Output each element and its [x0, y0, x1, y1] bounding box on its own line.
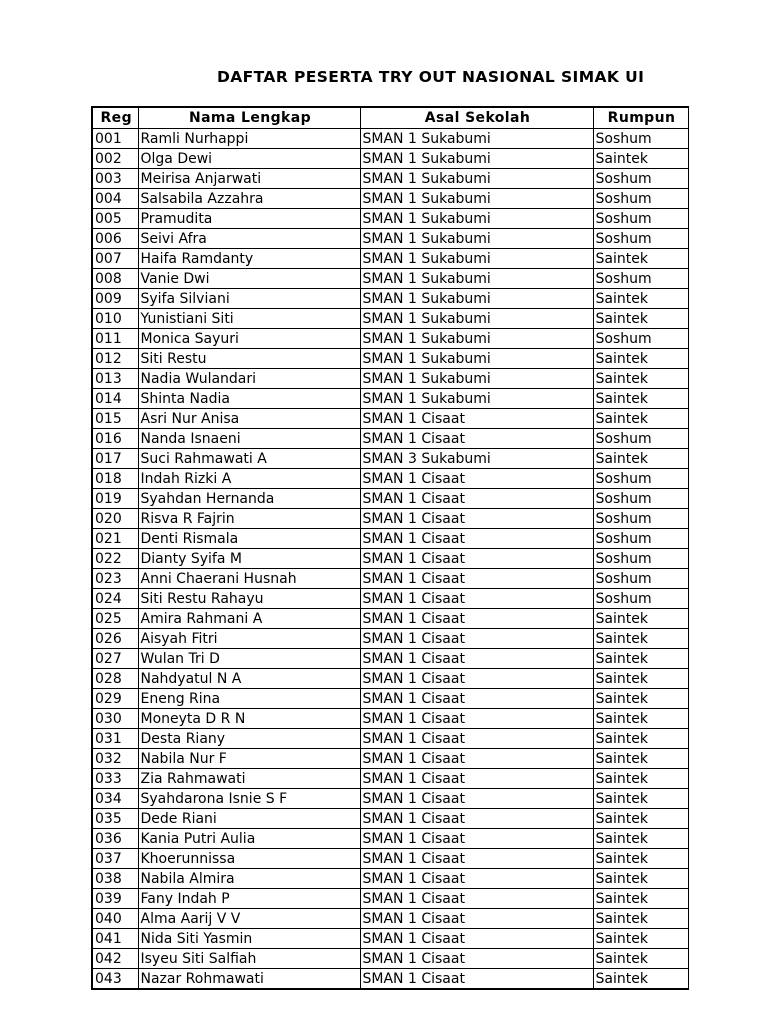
cell-asal-sekolah: SMAN 1 Sukabumi — [360, 229, 593, 249]
table-row — [92, 609, 688, 629]
table-row — [92, 469, 688, 489]
cell-nama: Aisyah Fitri — [138, 629, 360, 649]
cell-nama: Isyeu Siti Salfiah — [138, 949, 360, 969]
cell-reg: 028 — [92, 669, 138, 689]
cell-nama: Nanda Isnaeni — [138, 429, 360, 449]
cell-rumpun: Soshum — [593, 169, 688, 189]
table-row — [92, 649, 688, 669]
cell-rumpun: Soshum — [593, 329, 688, 349]
table-row — [92, 509, 688, 529]
cell-rumpun: Saintek — [593, 149, 688, 169]
table-row — [92, 429, 688, 449]
cell-asal-sekolah: SMAN 1 Cisaat — [360, 529, 593, 549]
cell-rumpun: Saintek — [593, 849, 688, 869]
table-row — [92, 569, 688, 589]
cell-asal-sekolah: SMAN 1 Cisaat — [360, 429, 593, 449]
cell-nama: Pramudita — [138, 209, 360, 229]
table-row — [92, 489, 688, 509]
cell-rumpun: Saintek — [593, 669, 688, 689]
cell-asal-sekolah: SMAN 1 Sukabumi — [360, 189, 593, 209]
cell-nama: Nazar Rohmawati — [138, 969, 360, 990]
cell-asal-sekolah: SMAN 1 Cisaat — [360, 729, 593, 749]
cell-nama: Vanie Dwi — [138, 269, 360, 289]
cell-asal-sekolah: SMAN 1 Sukabumi — [360, 349, 593, 369]
table-row — [92, 229, 688, 249]
table-row — [92, 669, 688, 689]
table-row — [92, 749, 688, 769]
table-row — [92, 529, 688, 549]
cell-reg: 030 — [92, 709, 138, 729]
cell-asal-sekolah: SMAN 1 Cisaat — [360, 689, 593, 709]
table-row — [92, 189, 688, 209]
table-row — [92, 209, 688, 229]
table-row — [92, 969, 688, 990]
header-nama-lengkap: Nama Lengkap — [138, 107, 360, 129]
table-row — [92, 929, 688, 949]
table-body — [92, 129, 688, 990]
cell-reg: 008 — [92, 269, 138, 289]
cell-rumpun: Saintek — [593, 709, 688, 729]
cell-reg: 016 — [92, 429, 138, 449]
cell-nama: Nadia Wulandari — [138, 369, 360, 389]
cell-reg: 011 — [92, 329, 138, 349]
cell-asal-sekolah: SMAN 1 Cisaat — [360, 969, 593, 990]
cell-rumpun: Soshum — [593, 469, 688, 489]
cell-rumpun: Soshum — [593, 589, 688, 609]
cell-rumpun: Soshum — [593, 429, 688, 449]
cell-reg: 038 — [92, 869, 138, 889]
table-row — [92, 809, 688, 829]
table-row — [92, 849, 688, 869]
cell-asal-sekolah: SMAN 1 Sukabumi — [360, 309, 593, 329]
table-row — [92, 289, 688, 309]
cell-nama: Zia Rahmawati — [138, 769, 360, 789]
table-row — [92, 789, 688, 809]
table-row — [92, 249, 688, 269]
cell-nama: Dianty Syifa M — [138, 549, 360, 569]
cell-asal-sekolah: SMAN 1 Cisaat — [360, 629, 593, 649]
cell-rumpun: Saintek — [593, 829, 688, 849]
cell-asal-sekolah: SMAN 1 Cisaat — [360, 789, 593, 809]
cell-rumpun: Soshum — [593, 529, 688, 549]
cell-nama: Siti Restu Rahayu — [138, 589, 360, 609]
header-rumpun: Rumpun — [593, 107, 688, 129]
cell-reg: 033 — [92, 769, 138, 789]
cell-reg: 012 — [92, 349, 138, 369]
cell-rumpun: Soshum — [593, 549, 688, 569]
cell-rumpun: Saintek — [593, 629, 688, 649]
cell-nama: Desta Riany — [138, 729, 360, 749]
cell-asal-sekolah: SMAN 1 Cisaat — [360, 809, 593, 829]
cell-nama: Dede Riani — [138, 809, 360, 829]
cell-asal-sekolah: SMAN 1 Cisaat — [360, 589, 593, 609]
cell-rumpun: Saintek — [593, 889, 688, 909]
cell-reg: 029 — [92, 689, 138, 709]
cell-reg: 007 — [92, 249, 138, 269]
cell-rumpun: Saintek — [593, 369, 688, 389]
cell-nama: Anni Chaerani Husnah — [138, 569, 360, 589]
cell-asal-sekolah: SMAN 1 Cisaat — [360, 649, 593, 669]
cell-rumpun: Saintek — [593, 389, 688, 409]
cell-rumpun: Soshum — [593, 509, 688, 529]
cell-asal-sekolah: SMAN 1 Sukabumi — [360, 209, 593, 229]
cell-rumpun: Soshum — [593, 129, 688, 149]
cell-reg: 004 — [92, 189, 138, 209]
cell-reg: 034 — [92, 789, 138, 809]
cell-asal-sekolah: SMAN 1 Sukabumi — [360, 249, 593, 269]
cell-nama: Shinta Nadia — [138, 389, 360, 409]
cell-reg: 040 — [92, 909, 138, 929]
table-row — [92, 309, 688, 329]
cell-asal-sekolah: SMAN 1 Cisaat — [360, 669, 593, 689]
cell-reg: 013 — [92, 369, 138, 389]
cell-reg: 001 — [92, 129, 138, 149]
table-row — [92, 269, 688, 289]
table-row — [92, 129, 688, 149]
cell-rumpun: Saintek — [593, 609, 688, 629]
cell-asal-sekolah: SMAN 1 Cisaat — [360, 889, 593, 909]
cell-reg: 037 — [92, 849, 138, 869]
cell-asal-sekolah: SMAN 1 Cisaat — [360, 929, 593, 949]
cell-rumpun: Saintek — [593, 649, 688, 669]
table-row — [92, 689, 688, 709]
cell-nama: Eneng Rina — [138, 689, 360, 709]
title-area — [90, 66, 676, 90]
table-row — [92, 549, 688, 569]
cell-asal-sekolah: SMAN 1 Cisaat — [360, 489, 593, 509]
cell-asal-sekolah: SMAN 1 Cisaat — [360, 949, 593, 969]
cell-nama: Alma Aarij V V — [138, 909, 360, 929]
cell-nama: Risva R Fajrin — [138, 509, 360, 529]
cell-nama: Ramli Nurhappi — [138, 129, 360, 149]
cell-asal-sekolah: SMAN 1 Cisaat — [360, 569, 593, 589]
cell-asal-sekolah: SMAN 1 Cisaat — [360, 849, 593, 869]
cell-nama: Indah Rizki A — [138, 469, 360, 489]
cell-nama: Fany Indah P — [138, 889, 360, 909]
cell-rumpun: Saintek — [593, 809, 688, 829]
cell-nama: Seivi Afra — [138, 229, 360, 249]
cell-reg: 005 — [92, 209, 138, 229]
cell-asal-sekolah: SMAN 3 Sukabumi — [360, 449, 593, 469]
cell-nama: Monica Sayuri — [138, 329, 360, 349]
cell-nama: Denti Rismala — [138, 529, 360, 549]
cell-asal-sekolah: SMAN 1 Cisaat — [360, 769, 593, 789]
cell-reg: 031 — [92, 729, 138, 749]
cell-rumpun: Saintek — [593, 789, 688, 809]
cell-reg: 018 — [92, 469, 138, 489]
participant-table — [91, 106, 689, 990]
cell-reg: 019 — [92, 489, 138, 509]
cell-asal-sekolah: SMAN 1 Sukabumi — [360, 149, 593, 169]
cell-asal-sekolah: SMAN 1 Sukabumi — [360, 329, 593, 349]
cell-reg: 020 — [92, 509, 138, 529]
cell-asal-sekolah: SMAN 1 Cisaat — [360, 469, 593, 489]
cell-rumpun: Saintek — [593, 909, 688, 929]
cell-rumpun: Saintek — [593, 869, 688, 889]
cell-asal-sekolah: SMAN 1 Sukabumi — [360, 269, 593, 289]
cell-rumpun: Saintek — [593, 249, 688, 269]
cell-rumpun: Saintek — [593, 949, 688, 969]
cell-reg: 002 — [92, 149, 138, 169]
header-reg: Reg — [92, 107, 138, 129]
table-row — [92, 729, 688, 749]
table-row — [92, 949, 688, 969]
table-row — [92, 369, 688, 389]
cell-reg: 027 — [92, 649, 138, 669]
cell-reg: 023 — [92, 569, 138, 589]
cell-reg: 021 — [92, 529, 138, 549]
cell-nama: Nabila Nur F — [138, 749, 360, 769]
cell-asal-sekolah: SMAN 1 Sukabumi — [360, 169, 593, 189]
cell-rumpun: Saintek — [593, 689, 688, 709]
table-row — [92, 349, 688, 369]
cell-reg: 003 — [92, 169, 138, 189]
cell-rumpun: Soshum — [593, 209, 688, 229]
page-title: DAFTAR PESERTA TRY OUT NASIONAL SIMAK UI — [217, 68, 645, 86]
cell-asal-sekolah: SMAN 1 Cisaat — [360, 909, 593, 929]
cell-rumpun: Soshum — [593, 229, 688, 249]
cell-asal-sekolah: SMAN 1 Cisaat — [360, 609, 593, 629]
table-row — [92, 169, 688, 189]
cell-rumpun: Saintek — [593, 449, 688, 469]
table-row — [92, 389, 688, 409]
cell-nama: Khoerunnissa — [138, 849, 360, 869]
table-row — [92, 889, 688, 909]
cell-rumpun: Soshum — [593, 189, 688, 209]
cell-asal-sekolah: SMAN 1 Cisaat — [360, 709, 593, 729]
cell-asal-sekolah: SMAN 1 Cisaat — [360, 549, 593, 569]
table-row — [92, 449, 688, 469]
cell-asal-sekolah: SMAN 1 Cisaat — [360, 409, 593, 429]
participant-table-container — [91, 106, 677, 987]
cell-nama: Syifa Silviani — [138, 289, 360, 309]
cell-nama: Nahdyatul N A — [138, 669, 360, 689]
cell-nama: Nida Siti Yasmin — [138, 929, 360, 949]
cell-nama: Olga Dewi — [138, 149, 360, 169]
cell-rumpun: Saintek — [593, 769, 688, 789]
cell-reg: 026 — [92, 629, 138, 649]
table-row — [92, 909, 688, 929]
cell-reg: 014 — [92, 389, 138, 409]
table-row — [92, 329, 688, 349]
table-row — [92, 869, 688, 889]
cell-reg: 024 — [92, 589, 138, 609]
cell-rumpun: Soshum — [593, 489, 688, 509]
cell-nama: Salsabila Azzahra — [138, 189, 360, 209]
cell-rumpun: Saintek — [593, 969, 688, 990]
table-row — [92, 709, 688, 729]
table-row — [92, 629, 688, 649]
cell-asal-sekolah: SMAN 1 Sukabumi — [360, 369, 593, 389]
cell-nama: Haifa Ramdanty — [138, 249, 360, 269]
cell-nama: Meirisa Anjarwati — [138, 169, 360, 189]
cell-reg: 039 — [92, 889, 138, 909]
cell-rumpun: Soshum — [593, 269, 688, 289]
cell-reg: 015 — [92, 409, 138, 429]
cell-asal-sekolah: SMAN 1 Sukabumi — [360, 129, 593, 149]
cell-asal-sekolah: SMAN 1 Cisaat — [360, 749, 593, 769]
cell-nama: Nabila Almira — [138, 869, 360, 889]
cell-reg: 032 — [92, 749, 138, 769]
cell-rumpun: Saintek — [593, 929, 688, 949]
cell-reg: 043 — [92, 969, 138, 990]
table-header-row — [92, 107, 688, 129]
cell-asal-sekolah: SMAN 1 Cisaat — [360, 509, 593, 529]
cell-reg: 010 — [92, 309, 138, 329]
cell-asal-sekolah: SMAN 1 Sukabumi — [360, 289, 593, 309]
table-row — [92, 769, 688, 789]
cell-reg: 041 — [92, 929, 138, 949]
cell-asal-sekolah: SMAN 1 Cisaat — [360, 829, 593, 849]
cell-rumpun: Saintek — [593, 729, 688, 749]
cell-rumpun: Saintek — [593, 349, 688, 369]
cell-rumpun: Soshum — [593, 569, 688, 589]
cell-rumpun: Saintek — [593, 289, 688, 309]
cell-nama: Syahdan Hernanda — [138, 489, 360, 509]
table-row — [92, 589, 688, 609]
cell-reg: 006 — [92, 229, 138, 249]
cell-reg: 035 — [92, 809, 138, 829]
cell-nama: Asri Nur Anisa — [138, 409, 360, 429]
cell-nama: Moneyta D R N — [138, 709, 360, 729]
cell-reg: 036 — [92, 829, 138, 849]
cell-rumpun: Saintek — [593, 409, 688, 429]
cell-reg: 025 — [92, 609, 138, 629]
cell-asal-sekolah: SMAN 1 Sukabumi — [360, 389, 593, 409]
cell-nama: Wulan Tri D — [138, 649, 360, 669]
table-row — [92, 409, 688, 429]
cell-reg: 042 — [92, 949, 138, 969]
cell-reg: 009 — [92, 289, 138, 309]
table-row — [92, 149, 688, 169]
header-asal-sekolah: Asal Sekolah — [360, 107, 593, 129]
cell-asal-sekolah: SMAN 1 Cisaat — [360, 869, 593, 889]
table-row — [92, 829, 688, 849]
cell-reg: 022 — [92, 549, 138, 569]
cell-nama: Syahdarona Isnie S F — [138, 789, 360, 809]
cell-nama: Siti Restu — [138, 349, 360, 369]
cell-nama: Amira Rahmani A — [138, 609, 360, 629]
cell-rumpun: Saintek — [593, 309, 688, 329]
cell-reg: 017 — [92, 449, 138, 469]
cell-rumpun: Saintek — [593, 749, 688, 769]
cell-nama: Suci Rahmawati A — [138, 449, 360, 469]
cell-nama: Kania Putri Aulia — [138, 829, 360, 849]
cell-nama: Yunistiani Siti — [138, 309, 360, 329]
